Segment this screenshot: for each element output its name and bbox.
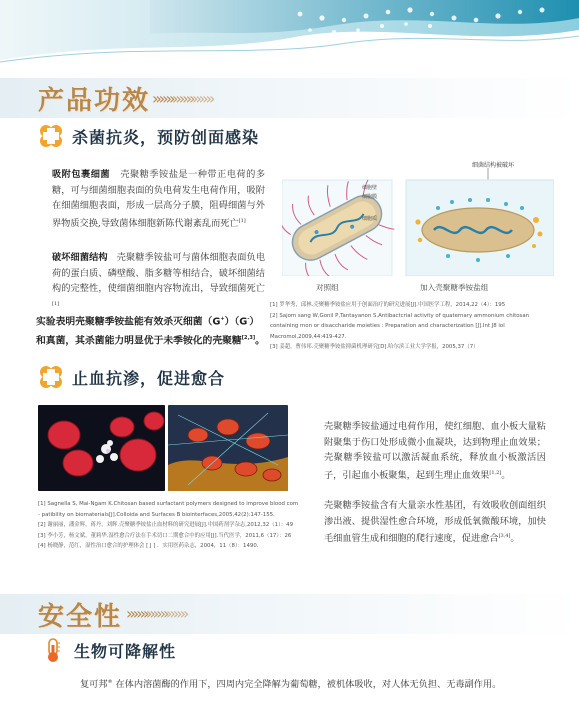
hemostasis-paragraph-2 (324, 498, 546, 547)
p3-text: 实验表明壳聚糖季铵盐能有效杀灭细菌（G (36, 316, 221, 328)
p1-ref: [1] (238, 217, 246, 224)
blood-cell-image-left (38, 405, 165, 491)
antibacterial-references (270, 300, 560, 353)
p1-lead: 吸附包裹细菌 (52, 169, 111, 180)
clot-image-right (168, 405, 288, 491)
hemostasis-p2-text: 壳聚糖季铵盐含有大量亲水性基团，有效吸收创面组织渗出液、提供湿性愈合环境，形成低氧微酸环境，加快毛细血管生成和细胞的爬行速度，促进愈合 (324, 500, 546, 545)
label-cell-membrane: 细胞膜 (362, 194, 378, 200)
safety-chevrons-icon-3: »»» (166, 604, 187, 623)
orange-cross-icon (38, 364, 64, 390)
p2-ref: [1] (52, 300, 60, 307)
efficacy-chevrons-icon-3: »»» (192, 89, 213, 108)
efficacy-section-title: 产品功效 (38, 86, 151, 116)
safety-chevrons-icon: »»» (126, 604, 147, 623)
p3-mid: ）（G (224, 316, 248, 328)
efficacy-chevrons-icon: »»» (152, 89, 173, 108)
safety-paragraph (80, 675, 560, 693)
reference-item: containing mon or disaccharide moieties : Preparation and characterization [J].Int J8 iol (270, 323, 505, 330)
reference-item: [1] 罗华秀，邱林.壳聚糖季铵盐应用于创面治疗的研究进展[J].中国医学工程，2014,22（4）：195 (270, 302, 506, 308)
figure-caption-treated: 加入壳聚糖季铵盐组 (420, 283, 489, 292)
safety-heading-text: 生物可降解性 (74, 641, 177, 661)
hemostasis-heading-text: 止血抗渗，促进愈合 (72, 368, 226, 388)
figure-top-label: 细菌结构被破坏 (472, 162, 515, 169)
hemostasis-p2-ref: [3,4] (498, 533, 511, 540)
figure-caption-control: 对照组 (316, 283, 339, 292)
hemostasis-heading (38, 364, 225, 390)
reference-item: [1] Sagnella S, Mai-Ngam K.Chitosan based surfactant polymers designed to improve blood com (38, 501, 299, 507)
safety-heading (40, 637, 176, 663)
hemostasis-paragraph-1 (324, 419, 546, 483)
p3-tail: ）和真菌，其杀菌能力明显优于未季铵化的壳聚糖 (36, 316, 260, 347)
antibacterial-paragraph-1 (52, 167, 265, 231)
efficacy-chevrons-icon-2: »»» (172, 89, 193, 108)
label-cell-wall: 细胞壁 (362, 185, 378, 191)
bacteria-figure (282, 168, 554, 276)
reference-item: Macromol,2009,44:419-427. (270, 333, 347, 340)
registered-mark: ® (107, 679, 113, 685)
p2-lead: 破坏细菌结构 (52, 252, 108, 263)
top-wave-decoration (0, 0, 579, 78)
hemostasis-references (38, 499, 308, 552)
p3-gram-negative: - (247, 316, 250, 322)
reference-item: [2] Sajom sang W,Gonil P,Tantayanon S.Antibactcrial activity of quaternary ammonium chitosan (270, 312, 530, 319)
safety-section-title: 安全性 (38, 602, 123, 632)
hemostasis-p2-end: 。 (510, 533, 520, 545)
antibacterial-heading (38, 123, 259, 149)
reference-item: - patibility on biomaterials[J].Colloida and Surfaces B biointerfaces,2005,42(2):147-155. (38, 511, 275, 518)
antibacterial-paragraph-2 (52, 250, 265, 314)
safety-chevrons-icon-2: »»» (146, 604, 167, 623)
p3-ref: [2,3] (241, 335, 256, 342)
safety-body: 在体内溶菌酶的作用下，四周内完全降解为葡萄糖，被机体吸收，对人体无负担、无毒副作用。 (112, 679, 502, 691)
hemostasis-p1-end: 。 (501, 469, 511, 481)
hemostasis-p1-ref: [1,2] (489, 469, 502, 476)
p3-gram-positive: + (220, 316, 225, 322)
antibacterial-heading-text: 杀菌抗炎，预防创面感染 (72, 127, 260, 147)
label-cytoplasm: 细胞质 (362, 216, 378, 222)
reference-item: [4] 杨晓静，范红，湿性治口愈合的护理体会 [ J ] ．实用医药杂志，2004，11（8）：1490． (38, 543, 263, 550)
p2-body: 壳聚糖季铵盐可与菌体细胞表面负电荷的蛋白质、磷壁酸、脂多糖等相结合，破坏细菌结构的完整性，使细菌细胞内容物流出，导致细菌死亡 (52, 252, 266, 295)
brand-name: 复可邦 (80, 679, 108, 691)
reference-item: [3] 姜超，曹伟邦.壳聚糖季铵盐抑菌机理研究[D].哈尔滨工业大学学报，2005,37（7） (270, 344, 479, 351)
orange-cross-icon (38, 123, 64, 149)
hemostasis-p1-text: 壳聚糖季铵盐通过电荷作用，使红细胞、血小板大量粘附聚集于伤口处形成微小血凝块，达到物理止血效果；壳聚糖季铵盐可以激活凝血系统，释放血小板激活因子，引起血小板聚集，起到生理止血效果 (324, 421, 546, 481)
reference-item: [2] 谢丽丽，潘金辉，蒋丹，刘辉.壳聚糖季铵盐止血材料的研究进展[J].中国药剂学杂志,2012,32（1）：49 (38, 522, 294, 529)
antibacterial-paragraph-3 (36, 311, 268, 350)
p3-end: 。 (255, 335, 265, 347)
thermometer-icon (40, 637, 66, 663)
p1-body: 壳聚糖季铵盐是一种带正电荷的多糖，可与细菌细胞表面的负电荷发生电荷作用，吸附在细菌细胞表面，形成一层高分子膜，阻碍细菌与外界物质交换,导致菌体细胞新陈代谢紊乱而死亡 (52, 169, 266, 229)
reference-item: [3] 李小芳，杨文斌，董莉华.湿性愈合疗法在手术切口二期愈合中的应用[J].当代医学，2011,6（17）：26 (38, 532, 292, 539)
